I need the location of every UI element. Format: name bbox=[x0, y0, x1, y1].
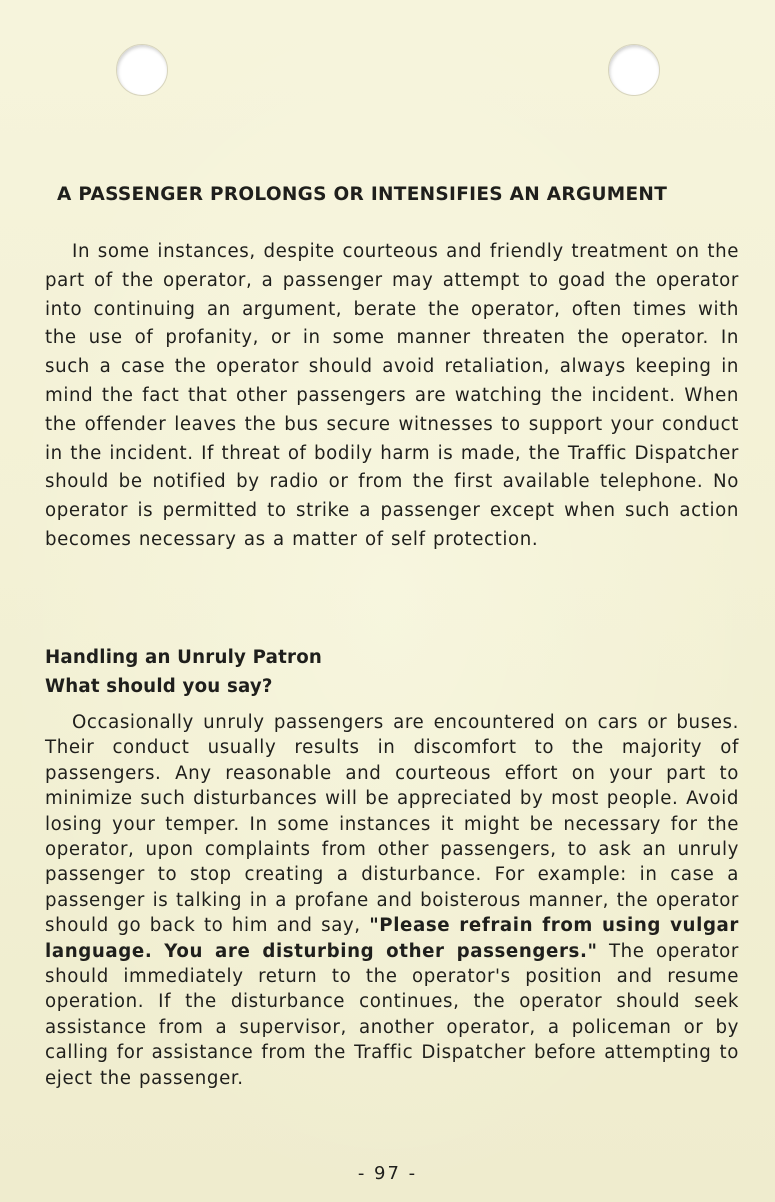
punch-hole-right bbox=[608, 44, 660, 96]
paragraph-argument bbox=[45, 238, 739, 555]
paragraph-unruly-text-2: The operator should immediately return to the operator's position and resume operation. If the disturbance continues, the operator should seek assistance from a supervisor, another operator, a policeman or by calling for assistance from the Traffic Dispatcher before attempting to eject the passenger. bbox=[45, 940, 739, 1089]
paragraph-argument-text: In some instances, despite courteous and friendly treatment on the part of the operator, a passenger may attempt to goad the operator into continuing an argument, berate the operator, often times with the use of profanity, or in some manner threaten the operator. In such a case the operator should avoid retaliation, always keeping in mind the fact that other passengers are watching the incident. When the offender leaves the bus secure witnesses to support your conduct in the incident. If threat of bodily harm is made, the Traffic Dispatcher should be notified by radio or from the first available telephone. No operator is permitted to strike a passenger except when such action becomes necessary as a matter of self protection. bbox=[45, 241, 739, 550]
punch-hole-left bbox=[116, 44, 168, 96]
subheading-what-to-say: What should you say? bbox=[45, 676, 273, 697]
paragraph-unruly-text-1: Occasionally unruly passengers are encountered on cars or buses. Their conduct usually results in discomfort to the majority of passengers. Any reasonable and courteous effort on your part to minimize such disturbances will be appreciated by most people. Avoid losing your temper. In some instances it might be necessary for the operator, upon complaints from other passengers, to ask an unruly passenger to stop creating a disturbance. For example: in case a passenger is talking in a profane and boisterous manner, the operator should go back to him and say, bbox=[45, 712, 739, 937]
section-heading: A PASSENGER PROLONGS OR INTENSIFIES AN ARGUMENT bbox=[57, 184, 668, 205]
quoted-instruction: "Please refrain from using vulgar language. You are disturbing other passengers." bbox=[45, 915, 740, 962]
page-number: - 97 - bbox=[357, 1163, 418, 1184]
subheading-unruly-patron: Handling an Unruly Patron bbox=[45, 647, 323, 668]
paragraph-unruly bbox=[45, 710, 739, 1091]
